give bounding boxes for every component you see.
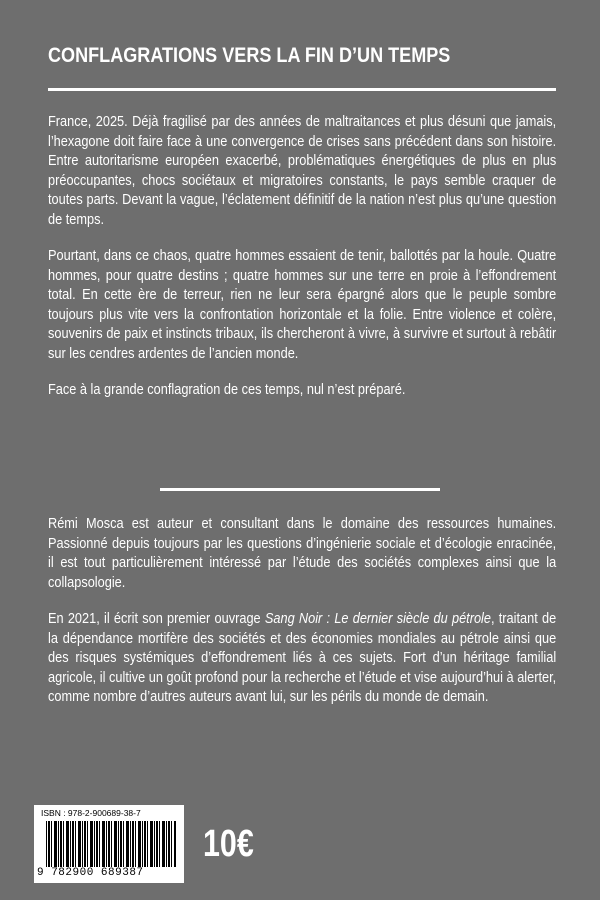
title-divider — [48, 88, 556, 91]
author-bio — [48, 514, 556, 724]
synopsis — [48, 112, 556, 417]
author-text: , traitant de la dépendance mortifère des sociétés et des économies mondiales au pétrole ainsi que des risques systémiques d’effondrement liés à ces sujets. Fort d’un héritage familial agricole, il cultive un goût profond pour la recherche et l’étude et vise aujourd’hui à alerter, comme nombre d’autres auteurs avant lui, sur les périls du monde de demain. — [48, 610, 557, 705]
barcode-bars — [46, 821, 176, 867]
barcode — [34, 805, 184, 883]
section-divider — [160, 488, 440, 491]
price: 10€ — [203, 823, 254, 865]
synopsis-paragraph: Face à la grande conflagration de ces temps, nul n’est préparé. — [48, 381, 406, 398]
author-text: En 2021, il écrit son premier ouvrage — [48, 610, 265, 627]
book-reference: Sang Noir : Le dernier siècle du pétrole — [264, 610, 491, 627]
book-title: CONFLAGRATIONS VERS LA FIN D’UN TEMPS — [48, 44, 451, 67]
author-paragraph — [48, 609, 556, 707]
synopsis-paragraph: Pourtant, dans ce chaos, quatre hommes essaient de tenir, ballottés par la houle. Quatre hommes, pour quatre destins ; quatre hommes sur une terre en proie à l’effondrement total. En cette ère de terreur, rien ne leur sera épargné alors que le peuple sombre toujours plus vite vers la confrontation horizontale et la folie. Entre violence et colère, souvenirs de paix et instincts tribaux, ils chercheront à vivre, à survivre et surtout à rebâtir sur les cendres ardentes de l’ancien monde. — [48, 247, 557, 362]
ean-digits: 9 782900 689387 — [37, 867, 144, 879]
isbn-label: ISBN : 978-2-900689-38-7 — [41, 808, 141, 818]
synopsis-paragraph: France, 2025. Déjà fragilisé par des années de maltraitances et plus désuni que jamais, l’hexagone doit faire face à une convergence de crises sans précédent dans son histoire. Entre autoritarisme européen exacerbé, problématiques énergétiques de plus en plus préoccupantes, chocs sociétaux et migratoires constants, le pays semble craquer de toutes parts. Devant la vague, l’éclatement définitif de la nation n’est plus qu’une question de temps. — [48, 113, 557, 228]
author-paragraph: Rémi Mosca est auteur et consultant dans le domaine des ressources humaines. Passionné depuis toujours par les questions d’ingénierie sociale et d’écologie enracinée, il est tout particulièrement intéressé par l’étude des sociétés complexes ainsi que la collapsologie. — [48, 515, 557, 591]
